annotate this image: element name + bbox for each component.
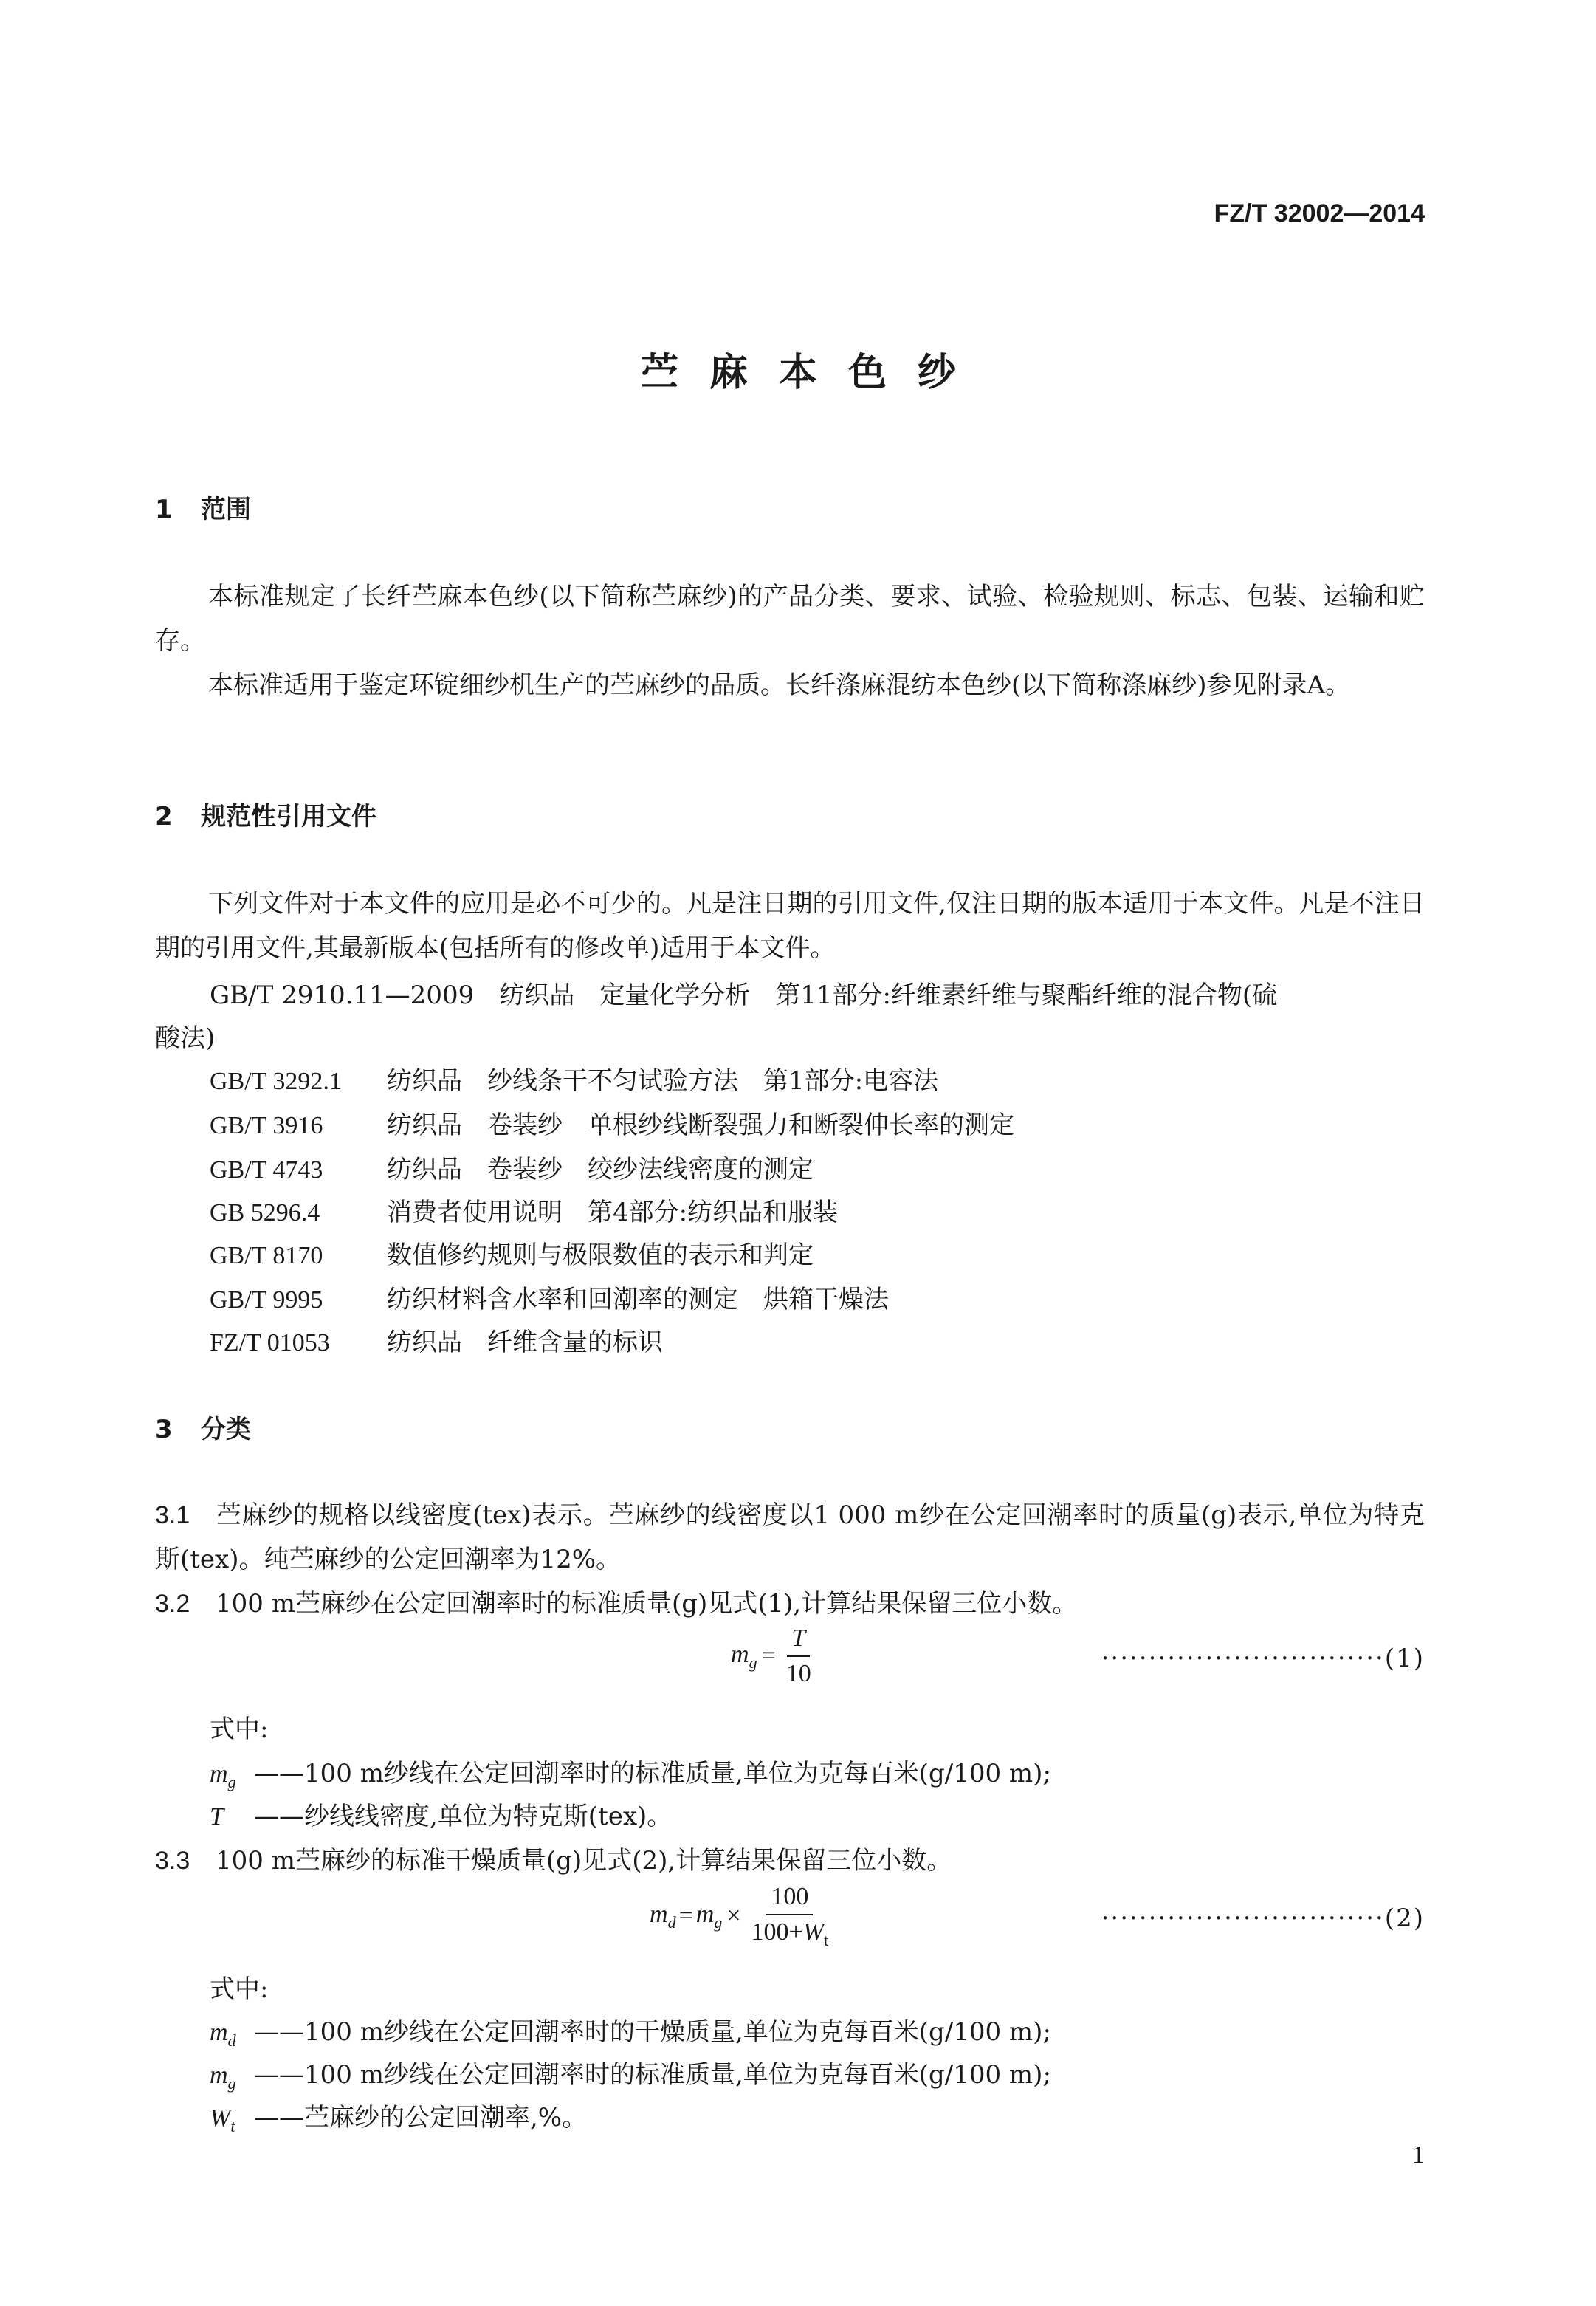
section-heading-references bbox=[155, 796, 376, 832]
reference-item bbox=[210, 1235, 814, 1271]
reference-item bbox=[210, 1105, 1014, 1141]
reference-code: FZ/T 01053 bbox=[210, 1329, 330, 1356]
section-title: 规范性引用文件 bbox=[201, 802, 376, 831]
references-intro: 下列文件对于本文件的应用是必不可少的。凡是注日期的引用文件,仅注日期的版本适用于本文件。凡是不注日期的引用文件,其最新版本(包括所有的修改单)适用于本文件。 bbox=[155, 889, 1425, 963]
equation-number-2: ······························(2) bbox=[1101, 1904, 1425, 1933]
reference-code: GB/T 3292.1 bbox=[210, 1068, 342, 1095]
where-label: 式中: bbox=[210, 1715, 269, 1744]
reference-item bbox=[210, 1192, 838, 1228]
variable-description: ——苎麻纱的公定回潮率,%。 bbox=[254, 2103, 588, 2132]
reference-item bbox=[210, 1322, 663, 1358]
fraction bbox=[782, 1624, 816, 1688]
variable-description: ——100 m纱线在公定回潮率时的标准质量,单位为克每百米(g/100 m); bbox=[254, 1759, 1051, 1788]
section-number: 1 bbox=[155, 495, 173, 524]
reference-item bbox=[210, 1060, 938, 1097]
formula-lhs: $m_g$ bbox=[731, 1640, 757, 1672]
equals-sign: = bbox=[761, 1642, 776, 1670]
section-title: 分类 bbox=[201, 1415, 251, 1444]
section-heading-scope bbox=[155, 489, 251, 525]
times-sign: × bbox=[726, 1902, 741, 1930]
formula-lhs: $m_d$ bbox=[650, 1901, 676, 1932]
section-number: 3 bbox=[155, 1415, 173, 1444]
reference-code: GB 5296.4 bbox=[210, 1199, 320, 1226]
reference-title: 数值修约规则与极限数值的表示和判定 bbox=[387, 1240, 814, 1270]
variable-symbol: $m_d$ bbox=[210, 2019, 236, 2050]
reference-title: 纺织品 纱线条干不匀试验方法 第1部分:电容法 bbox=[387, 1066, 939, 1096]
variable-definition bbox=[210, 1753, 1051, 1792]
reference-code: GB/T 3916 bbox=[210, 1112, 323, 1139]
variable-definition bbox=[210, 1796, 672, 1832]
variable-symbol: T bbox=[210, 1803, 224, 1830]
section-heading-classification bbox=[155, 1409, 251, 1445]
clause-text: 100 m苎麻纱的标准干燥质量(g)见式(2),计算结果保留三位小数。 bbox=[216, 1846, 952, 1876]
fraction-denominator: 10 bbox=[785, 1660, 811, 1687]
variable-symbol: $W_t$ bbox=[210, 2104, 235, 2135]
formula-2 bbox=[650, 1883, 833, 1950]
clause-3-2 bbox=[155, 1582, 1425, 1626]
fraction-numerator: 100 bbox=[766, 1883, 813, 1915]
variable-symbol: $m_g$ bbox=[210, 2062, 236, 2093]
variable-description: ——100 m纱线在公定回潮率时的标准质量,单位为克每百米(g/100 m); bbox=[254, 2060, 1051, 2090]
reference-item bbox=[210, 1149, 814, 1185]
reference-code: GB/T 4743 bbox=[210, 1156, 323, 1184]
clause-text: 100 m苎麻纱在公定回潮率时的标准质量(g)见式(1),计算结果保留三位小数。 bbox=[216, 1589, 1078, 1619]
reference-item: GB/T 2910.11—2009 纺织品 定量化学分析 第11部分:纤维素纤维与聚酯纤维的混合物(硫 bbox=[210, 981, 1278, 1010]
fraction-numerator: T bbox=[787, 1624, 810, 1657]
standard-code: FZ/T 32002—2014 bbox=[1214, 199, 1425, 227]
reference-title: 消费者使用说明 第4部分:纺织品和服装 bbox=[387, 1198, 839, 1227]
variable-definition bbox=[210, 2011, 1051, 2051]
clause-3-3 bbox=[155, 1839, 1425, 1883]
reference-item bbox=[210, 1279, 889, 1315]
page-number: 1 bbox=[1412, 2141, 1425, 2169]
reference-item-continuation: 酸法) bbox=[155, 1023, 216, 1053]
clause-number: 3.2 bbox=[155, 1590, 190, 1618]
clause-number: 3.1 bbox=[155, 1501, 190, 1529]
equals-sign: = bbox=[678, 1902, 693, 1930]
variable-description: ——纱线线密度,单位为特克斯(tex)。 bbox=[254, 1802, 673, 1831]
section-number: 2 bbox=[155, 802, 173, 831]
reference-code: GB/T 9995 bbox=[210, 1286, 323, 1314]
section-title: 范围 bbox=[201, 495, 251, 524]
fraction-denominator: $100+W_t$ bbox=[751, 1918, 829, 1949]
document-title: 苎麻本色纱 bbox=[639, 351, 987, 395]
scope-paragraph-1: 本标准规定了长纤苎麻本色纱(以下简称苎麻纱)的产品分类、要求、试验、检验规则、标志、包装、运输和贮存。 bbox=[155, 582, 1425, 656]
where-label: 式中: bbox=[210, 1974, 269, 2004]
clause-3-1 bbox=[155, 1493, 1425, 1582]
fraction bbox=[747, 1883, 833, 1950]
reference-title: 纺织材料含水率和回潮率的测定 烘箱干燥法 bbox=[387, 1285, 889, 1314]
clause-number: 3.3 bbox=[155, 1847, 190, 1875]
variable-definition bbox=[210, 2097, 587, 2136]
reference-title: 纺织品 卷装纱 绞纱法线密度的测定 bbox=[387, 1155, 814, 1184]
variable-definition bbox=[210, 2054, 1051, 2093]
equation-number-1: ······························(1) bbox=[1101, 1644, 1425, 1673]
reference-title: 纺织品 卷装纱 单根纱线断裂强力和断裂伸长率的测定 bbox=[387, 1111, 1014, 1140]
variable-description: ——100 m纱线在公定回潮率时的干燥质量,单位为克每百米(g/100 m); bbox=[254, 2017, 1051, 2047]
reference-code: GB/T 8170 bbox=[210, 1242, 323, 1269]
variable-symbol: $m_g$ bbox=[210, 1760, 236, 1791]
formula-term: $m_g$ bbox=[695, 1901, 723, 1932]
reference-title: 纺织品 纤维含量的标识 bbox=[387, 1328, 663, 1357]
clause-text: 苎麻纱的规格以线密度(tex)表示。苎麻纱的线密度以1 000 m纱在公定回潮率时的质量(g)表示,单位为特克斯(tex)。纯苎麻纱的公定回潮率为12%。 bbox=[155, 1500, 1425, 1574]
formula-1 bbox=[731, 1624, 816, 1688]
scope-paragraph-2: 本标准适用于鉴定环锭细纱机生产的苎麻纱的品质。长纤涤麻混纺本色纱(以下简称涤麻纱)参见附录A。 bbox=[208, 670, 1351, 700]
